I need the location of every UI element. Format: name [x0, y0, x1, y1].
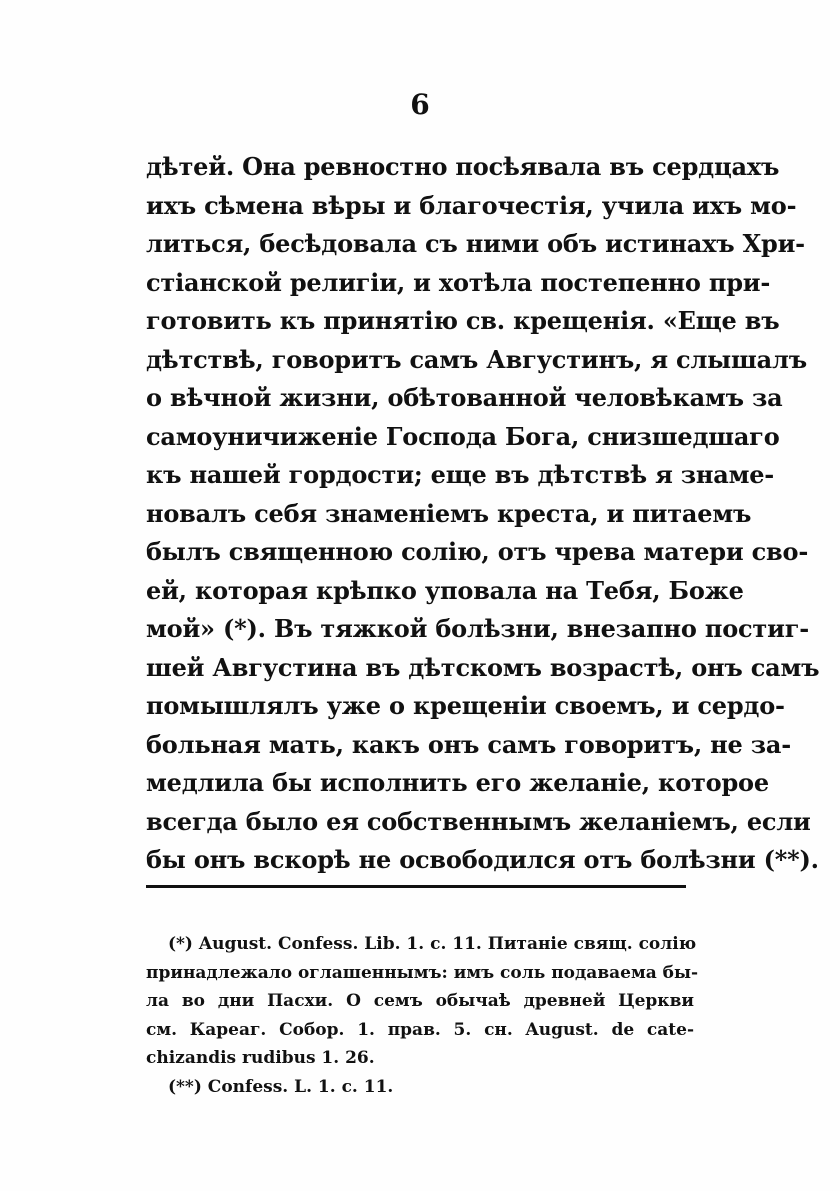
text-line: мой» (*). Въ тяжкой болѣзни, внезапно постиг-: [146, 614, 809, 643]
text-line: о вѣчной жизни, обѣтованной человѣкамъ за: [146, 383, 783, 412]
text-line: самоуничиженіе Господа Бога, снизшедшаго: [146, 421, 780, 451]
page-number: 6: [410, 88, 430, 121]
text-line: стіанской религіи, и хотѣла постепенно при-: [146, 267, 771, 297]
text-line: новалъ себя знаменіемъ креста, и питаемъ: [146, 498, 752, 528]
footnote-line: (*) August. Confess. Lib. 1. c. 11. Питаніе свящ. солію: [168, 934, 697, 954]
footnote-line: (**) Confess. L. 1. c. 11.: [168, 1076, 394, 1097]
text-line: ихъ сѣмена вѣры и благочестія, учила ихъ мо-: [146, 190, 797, 220]
footnote-divider: [146, 885, 686, 888]
text-line: всегда было ея собственнымъ желаніемъ, если: [146, 806, 811, 836]
text-line: бы онъ вскорѣ не освободился отъ болѣзни (**).: [146, 845, 819, 874]
footnotes: [146, 930, 699, 1101]
text-line: дѣтствѣ, говоритъ самъ Августинъ, я слышалъ: [146, 344, 807, 374]
text-line: ей, которая крѣпко уповала на Тебя, Боже: [146, 575, 744, 605]
text-line: готовить къ принятію св. крещенія. «Еще въ: [146, 306, 780, 335]
text-line: къ нашей гордости; еще въ дѣтствѣ я знаме-: [146, 460, 775, 489]
text-line: помышлялъ уже о крещеніи своемъ, и сердо-: [146, 691, 785, 720]
text-line: былъ священною солію, отъ чрева матери сво-: [146, 537, 809, 566]
main-text: [146, 148, 820, 880]
footnote-line: см. Кареаг. Собор. 1. прав. 5. сн. August. de cate-: [146, 1019, 694, 1040]
text-line: литься, бесѣдовала съ ними объ истинахъ Хри-: [146, 229, 805, 258]
text-line: больная мать, какъ онъ самъ говоритъ, не за-: [146, 729, 791, 759]
footnote-line: chizandis rudibus 1. 26.: [146, 1048, 375, 1068]
text-line: медлила бы исполнить его желаніе, которое: [146, 768, 769, 797]
footnote-line: принадлежало оглашеннымъ: имъ соль подаваема бы-: [146, 962, 699, 983]
footnote-line: ла во дни Пасхи. О семъ обычаѣ древней Церкви: [146, 991, 694, 1011]
text-line: дѣтей. Она ревностно посѣявала въ сердцахъ: [146, 152, 780, 181]
text-line: шей Августина въ дѣтскомъ возрастѣ, онъ самъ: [146, 652, 820, 682]
